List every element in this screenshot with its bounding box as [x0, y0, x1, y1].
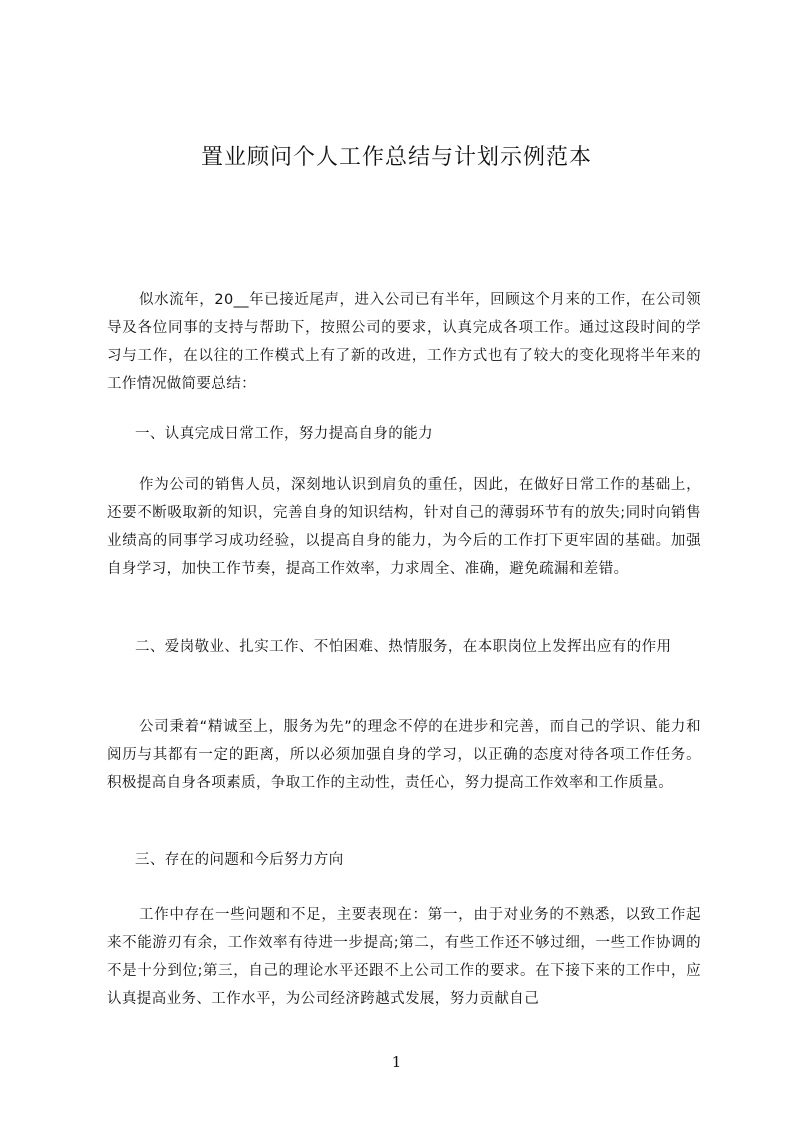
section-body-2: 公司秉着“精诚至上，服务为先”的理念不停的在进步和完善，而自己的学识、能力和阅历与其都有一定的距离，所以必须加强自身的学习，以正确的态度对待各项工作任务。积极提高自身各项素质，争取工作的主动性，责任心，努力提高工作效率和工作质量。: [107, 719, 701, 791]
page-title: 置业顾问个人工作总结与计划示例范本: [200, 145, 592, 170]
page-number: 1: [391, 1053, 402, 1071]
section-heading-3: 三、存在的问题和今后努力方向: [135, 852, 344, 868]
intro-paragraph: 似水流年，20__年已接近尾声，进入公司已有半年，回顾这个月来的工作，在公司领导及各位同事的支持与帮助下，按照公司的要求，认真完成各项工作。通过这段时间的学习与工作，在以往的工作模式上有了新的改进，工作方式也有了较大的变化现将半年来的工作情况做简要总结：: [107, 292, 701, 392]
section-body-1: 作为公司的销售人员，深刻地认识到肩负的重任，因此，在做好日常工作的基础上，还要不断吸取新的知识，完善自身的知识结构，针对自己的薄弱环节有的放失;同时向销售业绩高的同事学习成功经验，以提高自身的能力，为今后的工作打下更牢固的基础。加强自身学习，加快工作节奏，提高工作效率，力求周全、准确，避免疏漏和差错。: [107, 477, 701, 577]
section-body-3: 工作中存在一些问题和不足，主要表现在：第一，由于对业务的不熟悉，以致工作起来不能游刃有余，工作效率有待进一步提高;第二，有些工作还不够过细，一些工作协调的不是十分到位;第三，自己的理论水平还跟不上公司工作的要求。在下接下来的工作中，应认真提高业务、工作水平，为公司经济跨越式发展，努力贡献自己: [107, 907, 701, 1007]
section-heading-2: 二、爱岗敬业、扎实工作、不怕困难、热情服务，在本职岗位上发挥出应有的作用: [135, 639, 672, 655]
section-heading-1: 一、认真完成日常工作，努力提高自身的能力: [135, 426, 433, 442]
